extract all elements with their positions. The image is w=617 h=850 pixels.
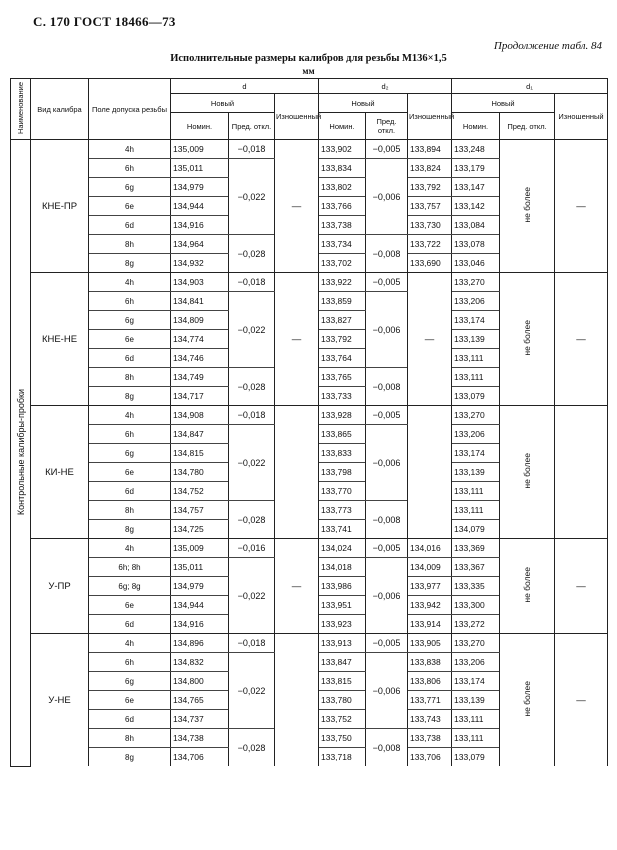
- d1-nominal-cell: 133,272: [452, 615, 500, 634]
- d-deviation-cell: −0,022: [229, 653, 275, 729]
- d-deviation-cell: −0,018: [229, 273, 275, 292]
- d1-nominal-cell: 133,270: [452, 273, 500, 292]
- d2-nominal-cell: 133,827: [319, 311, 366, 330]
- d1-nominal-cell: 133,369: [452, 539, 500, 558]
- d2-nominal-cell: 133,718: [319, 748, 366, 767]
- tolerance-cell: 6g; 8g: [89, 577, 171, 596]
- d2-nominal-cell: 133,702: [319, 254, 366, 273]
- d2-nominal-cell: 133,792: [319, 330, 366, 349]
- d-nominal-cell: 134,800: [171, 672, 229, 691]
- d2-nominal-cell: 133,780: [319, 691, 366, 710]
- d-deviation-cell: −0,018: [229, 140, 275, 159]
- d2-nominal-cell: 133,986: [319, 577, 366, 596]
- d1-deviation-cell: не более: [500, 273, 555, 406]
- d-nominal-cell: 134,841: [171, 292, 229, 311]
- d2-nominal-cell: 133,738: [319, 216, 366, 235]
- gauge-type-label: У-ПР: [31, 539, 89, 634]
- tolerance-cell: 6g: [89, 444, 171, 463]
- d2-nominal-cell: 133,734: [319, 235, 366, 254]
- d1-worn-cell: —: [555, 634, 608, 767]
- d2-nominal-cell: 134,018: [319, 558, 366, 577]
- d1-worn-cell: —: [555, 140, 608, 273]
- header-thread-tolerance: Поле допуска резьбы: [89, 79, 171, 140]
- d1-nominal-cell: 133,174: [452, 672, 500, 691]
- d2-worn-cell: 133,743: [408, 710, 452, 729]
- tolerance-cell: 6h: [89, 159, 171, 178]
- d2-worn-cell: 133,706: [408, 748, 452, 767]
- d-nominal-cell: 135,011: [171, 159, 229, 178]
- d-nominal-cell: 134,979: [171, 577, 229, 596]
- d2-worn-cell: 133,914: [408, 615, 452, 634]
- header-name: Наименование: [11, 79, 31, 140]
- tolerance-cell: 4h: [89, 140, 171, 159]
- d1-nominal-cell: 133,111: [452, 368, 500, 387]
- side-label: Контрольные калибры-пробки: [11, 140, 31, 767]
- d2-deviation-cell: −0,006: [366, 653, 408, 729]
- d2-nominal-cell: 133,766: [319, 197, 366, 216]
- d2-nominal-cell: 133,802: [319, 178, 366, 197]
- d-nominal-cell: 134,815: [171, 444, 229, 463]
- tolerance-cell: 8h: [89, 501, 171, 520]
- d-deviation-cell: −0,022: [229, 425, 275, 501]
- d1-nominal-cell: 133,139: [452, 463, 500, 482]
- d2-deviation-cell: −0,005: [366, 634, 408, 653]
- d2-deviation-cell: −0,005: [366, 539, 408, 558]
- table-title: Исполнительные размеры калибров для резьбы М136×1,5: [170, 53, 447, 64]
- d-nominal-cell: 134,944: [171, 596, 229, 615]
- d2-nominal-cell: 133,923: [319, 615, 366, 634]
- d-worn-cell: —: [275, 140, 319, 273]
- d1-nominal-cell: 133,367: [452, 558, 500, 577]
- d-deviation-cell: −0,018: [229, 634, 275, 653]
- d1-nominal-cell: 133,111: [452, 482, 500, 501]
- d2-nominal-cell: 133,902: [319, 140, 366, 159]
- header-d2-new: Новый: [319, 94, 408, 113]
- header-d2: d₂: [319, 79, 452, 94]
- d-nominal-cell: 135,009: [171, 539, 229, 558]
- gauge-type-label: КНЕ-ПР: [31, 140, 89, 273]
- tolerance-cell: 6d: [89, 349, 171, 368]
- d2-worn-cell: 133,838: [408, 653, 452, 672]
- d-nominal-cell: 134,896: [171, 634, 229, 653]
- tolerance-cell: 6d: [89, 216, 171, 235]
- tolerance-cell: 8g: [89, 254, 171, 273]
- d2-worn-cell: 133,738: [408, 729, 452, 748]
- d2-deviation-cell: −0,006: [366, 159, 408, 235]
- d1-nominal-cell: 133,111: [452, 501, 500, 520]
- d-worn-cell: [275, 406, 319, 539]
- d1-nominal-cell: 133,270: [452, 634, 500, 653]
- d1-nominal-cell: 133,335: [452, 577, 500, 596]
- d2-worn-cell: 133,806: [408, 672, 452, 691]
- gauge-type-label: КИ-НЕ: [31, 406, 89, 539]
- d2-deviation-cell: −0,008: [366, 368, 408, 406]
- d2-nominal-cell: 133,752: [319, 710, 366, 729]
- d2-worn-cell: 133,757: [408, 197, 452, 216]
- d2-worn-cell: —: [408, 273, 452, 406]
- d1-deviation-cell: не более: [500, 406, 555, 539]
- tolerance-cell: 8h: [89, 235, 171, 254]
- header-d2-dev: Пред. откл.: [366, 113, 408, 140]
- header-d-new: Новый: [171, 94, 275, 113]
- header-d2-nom: Номин.: [319, 113, 366, 140]
- header-d2-worn: Изношенный: [408, 94, 452, 140]
- d2-deviation-cell: −0,008: [366, 501, 408, 539]
- d-nominal-cell: 134,964: [171, 235, 229, 254]
- d-nominal-cell: 134,752: [171, 482, 229, 501]
- d1-nominal-cell: 133,206: [452, 425, 500, 444]
- d2-worn-cell: 133,894: [408, 140, 452, 159]
- d-nominal-cell: 134,780: [171, 463, 229, 482]
- d2-nominal-cell: 133,750: [319, 729, 366, 748]
- tolerance-cell: 6e: [89, 197, 171, 216]
- d2-deviation-cell: −0,005: [366, 273, 408, 292]
- d-nominal-cell: 134,757: [171, 501, 229, 520]
- d2-deviation-cell: −0,005: [366, 140, 408, 159]
- d-nominal-cell: 134,765: [171, 691, 229, 710]
- d2-worn-cell: 133,771: [408, 691, 452, 710]
- header-d-nom: Номин.: [171, 113, 229, 140]
- d-nominal-cell: 134,908: [171, 406, 229, 425]
- d2-worn-cell: 133,942: [408, 596, 452, 615]
- d-nominal-cell: 134,717: [171, 387, 229, 406]
- tolerance-cell: 8h: [89, 368, 171, 387]
- tolerance-cell: 6e: [89, 463, 171, 482]
- d1-nominal-cell: 133,078: [452, 235, 500, 254]
- d2-nominal-cell: 133,770: [319, 482, 366, 501]
- d1-deviation-cell: не более: [500, 634, 555, 767]
- d1-nominal-cell: 133,300: [452, 596, 500, 615]
- d2-nominal-cell: 133,833: [319, 444, 366, 463]
- d2-nominal-cell: 133,773: [319, 501, 366, 520]
- d1-nominal-cell: 133,084: [452, 216, 500, 235]
- header-gauge-type: Вид калибра: [31, 79, 89, 140]
- dimensions-table: [10, 78, 608, 767]
- header-d1: d₁: [452, 79, 608, 94]
- d2-worn-cell: 133,690: [408, 254, 452, 273]
- d2-deviation-cell: −0,006: [366, 425, 408, 501]
- d2-deviation-cell: −0,008: [366, 729, 408, 767]
- tolerance-cell: 6e: [89, 596, 171, 615]
- d2-nominal-cell: 133,764: [319, 349, 366, 368]
- tolerance-cell: 6h: [89, 653, 171, 672]
- tolerance-cell: 6g: [89, 672, 171, 691]
- header-d-dev: Пред. откл.: [229, 113, 275, 140]
- d1-nominal-cell: 133,179: [452, 159, 500, 178]
- d-nominal-cell: 134,737: [171, 710, 229, 729]
- gauge-type-label: У-НЕ: [31, 634, 89, 767]
- d1-nominal-cell: 133,142: [452, 197, 500, 216]
- d-deviation-cell: −0,028: [229, 501, 275, 539]
- header-d1-worn: Изношенный: [555, 94, 608, 140]
- tolerance-cell: 6d: [89, 615, 171, 634]
- d2-deviation-cell: −0,006: [366, 292, 408, 368]
- d-nominal-cell: 134,847: [171, 425, 229, 444]
- d2-nominal-cell: 133,922: [319, 273, 366, 292]
- d-worn-cell: —: [275, 539, 319, 634]
- tolerance-cell: 8g: [89, 387, 171, 406]
- d2-nominal-cell: 133,741: [319, 520, 366, 539]
- d-nominal-cell: 134,746: [171, 349, 229, 368]
- d2-worn-cell: [408, 406, 452, 539]
- d2-nominal-cell: 134,024: [319, 539, 366, 558]
- d-nominal-cell: 135,011: [171, 558, 229, 577]
- d1-nominal-cell: 133,206: [452, 653, 500, 672]
- d2-worn-cell: 133,792: [408, 178, 452, 197]
- d1-nominal-cell: 133,248: [452, 140, 500, 159]
- d1-nominal-cell: 133,046: [452, 254, 500, 273]
- tolerance-cell: 6h: [89, 425, 171, 444]
- d-deviation-cell: −0,028: [229, 235, 275, 273]
- d2-worn-cell: 133,977: [408, 577, 452, 596]
- page-header-left: С. 170 ГОСТ 18466—73: [33, 14, 176, 29]
- tolerance-cell: 8h: [89, 729, 171, 748]
- tolerance-cell: 6g: [89, 311, 171, 330]
- d2-worn-cell: 134,009: [408, 558, 452, 577]
- d2-nominal-cell: 133,928: [319, 406, 366, 425]
- d1-nominal-cell: 133,111: [452, 349, 500, 368]
- d2-nominal-cell: 133,951: [319, 596, 366, 615]
- d2-nominal-cell: 133,865: [319, 425, 366, 444]
- header-d: d: [171, 79, 319, 94]
- d2-worn-cell: 133,824: [408, 159, 452, 178]
- d1-nominal-cell: 133,174: [452, 444, 500, 463]
- header-d-worn: Изношенный: [275, 94, 319, 140]
- d-nominal-cell: 134,832: [171, 653, 229, 672]
- tolerance-cell: 4h: [89, 634, 171, 653]
- d2-nominal-cell: 133,859: [319, 292, 366, 311]
- tolerance-cell: 6e: [89, 330, 171, 349]
- d2-nominal-cell: 133,765: [319, 368, 366, 387]
- header-d1-nom: Номин.: [452, 113, 500, 140]
- d1-nominal-cell: 133,111: [452, 710, 500, 729]
- d1-nominal-cell: 133,111: [452, 729, 500, 748]
- d1-nominal-cell: 133,139: [452, 691, 500, 710]
- d-nominal-cell: 134,944: [171, 197, 229, 216]
- d2-deviation-cell: −0,006: [366, 558, 408, 634]
- d-deviation-cell: −0,022: [229, 159, 275, 235]
- d2-deviation-cell: −0,008: [366, 235, 408, 273]
- d1-worn-cell: —: [555, 539, 608, 634]
- tolerance-cell: 6e: [89, 691, 171, 710]
- d-nominal-cell: 134,916: [171, 216, 229, 235]
- d2-worn-cell: 133,905: [408, 634, 452, 653]
- d2-nominal-cell: 133,834: [319, 159, 366, 178]
- d-nominal-cell: 134,932: [171, 254, 229, 273]
- d1-deviation-cell: не более: [500, 140, 555, 273]
- d-deviation-cell: −0,028: [229, 729, 275, 767]
- tolerance-cell: 8g: [89, 748, 171, 767]
- tolerance-cell: 4h: [89, 539, 171, 558]
- page-header-right: Продолжение табл. 84: [493, 40, 602, 52]
- d-nominal-cell: 134,706: [171, 748, 229, 767]
- d-deviation-cell: −0,028: [229, 368, 275, 406]
- d-nominal-cell: 134,749: [171, 368, 229, 387]
- tolerance-cell: 6g: [89, 178, 171, 197]
- d-worn-cell: —: [275, 273, 319, 406]
- d2-nominal-cell: 133,913: [319, 634, 366, 653]
- d-deviation-cell: −0,016: [229, 539, 275, 558]
- tolerance-cell: 6h; 8h: [89, 558, 171, 577]
- d2-nominal-cell: 133,798: [319, 463, 366, 482]
- d1-worn-cell: [555, 406, 608, 539]
- d1-nominal-cell: 133,206: [452, 292, 500, 311]
- d2-nominal-cell: 133,815: [319, 672, 366, 691]
- d2-nominal-cell: 133,847: [319, 653, 366, 672]
- gauge-type-label: КНЕ-НЕ: [31, 273, 89, 406]
- d-nominal-cell: 134,979: [171, 178, 229, 197]
- d1-nominal-cell: 133,079: [452, 387, 500, 406]
- tolerance-cell: 4h: [89, 406, 171, 425]
- d1-nominal-cell: 133,139: [452, 330, 500, 349]
- d1-nominal-cell: 133,270: [452, 406, 500, 425]
- d1-nominal-cell: 134,079: [452, 520, 500, 539]
- tolerance-cell: 8g: [89, 520, 171, 539]
- d1-nominal-cell: 133,174: [452, 311, 500, 330]
- tolerance-cell: 6h: [89, 292, 171, 311]
- header-d1-dev: Пред. откл.: [500, 113, 555, 140]
- d1-deviation-cell: не более: [500, 539, 555, 634]
- d-worn-cell: [275, 634, 319, 767]
- tolerance-cell: 4h: [89, 273, 171, 292]
- d2-deviation-cell: −0,005: [366, 406, 408, 425]
- d-nominal-cell: 134,738: [171, 729, 229, 748]
- d-nominal-cell: 134,809: [171, 311, 229, 330]
- d2-worn-cell: 133,722: [408, 235, 452, 254]
- d1-nominal-cell: 133,079: [452, 748, 500, 767]
- tolerance-cell: 6d: [89, 482, 171, 501]
- d-nominal-cell: 134,903: [171, 273, 229, 292]
- d2-worn-cell: 133,730: [408, 216, 452, 235]
- d-deviation-cell: −0,022: [229, 292, 275, 368]
- d-deviation-cell: −0,022: [229, 558, 275, 634]
- header-d1-new: Новый: [452, 94, 555, 113]
- d-deviation-cell: −0,018: [229, 406, 275, 425]
- d1-nominal-cell: 133,147: [452, 178, 500, 197]
- d2-worn-cell: 134,016: [408, 539, 452, 558]
- d1-worn-cell: —: [555, 273, 608, 406]
- d2-nominal-cell: 133,733: [319, 387, 366, 406]
- d-nominal-cell: 135,009: [171, 140, 229, 159]
- d-nominal-cell: 134,916: [171, 615, 229, 634]
- d-nominal-cell: 134,774: [171, 330, 229, 349]
- d-nominal-cell: 134,725: [171, 520, 229, 539]
- tolerance-cell: 6d: [89, 710, 171, 729]
- table-units: мм: [302, 66, 315, 76]
